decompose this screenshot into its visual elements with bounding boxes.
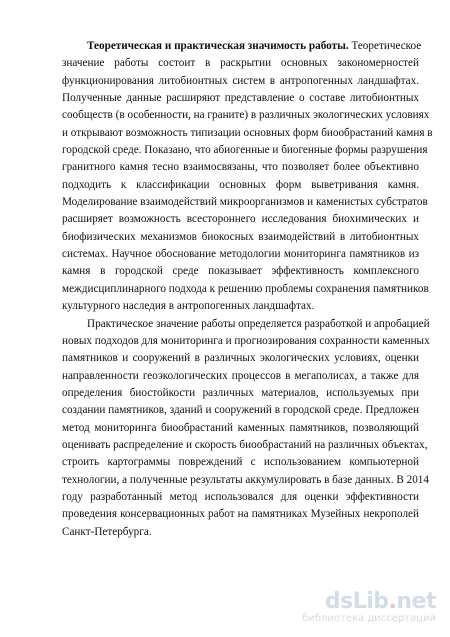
text-line: расширяет возможность всестороннего исследования биохимических и (62, 213, 419, 226)
text-line: технологии, а полученные результаты аккумулировать в базе данных. В 2014 (62, 473, 429, 486)
text-line: строить картограммы повреждений с использованием компьютерной (62, 456, 419, 469)
text-line: биофизических механизмов биокосных взаимодействий в литобионтных (62, 230, 419, 243)
text-line: гранитного камня тесно взаимосвязаны, что позволяет более объективно (62, 161, 419, 174)
text-line: создании памятников, зданий и сооружений в городской среде. Предложен (62, 404, 419, 417)
text-line: Полученные данные расширяют представление о составе литобионтных (62, 92, 419, 105)
text-line: Практическое значение работы определяется разработкой и апробацией (87, 317, 430, 330)
text-line: подходить к классификации основных форм выветривания камня. (62, 178, 419, 191)
text-line: функционирования литобионтных систем в антропогенных ландшафтах. (62, 74, 419, 87)
text-line: метод мониторинга биообрастаний каменных памятников, позволяющий (62, 421, 419, 434)
text-line: и открывают возможность типизации основных форм биообрастаний камня в (62, 126, 433, 139)
text-line: камня в городской среде показывает эффективность комплексного (62, 265, 419, 278)
dslib-watermark (298, 589, 438, 629)
text-line: памятников и сооружений в различных экологических условиях, оценки (62, 352, 419, 365)
text-line: оценивать распределение и скорость биообрастаний на различных объектах, (62, 438, 428, 451)
text-line: проведения консервационных работ на памятниках Музейных некрополей (62, 508, 419, 521)
dslib-logo: dsLib.net (324, 589, 436, 614)
paragraph-theoretical-significance (62, 38, 433, 316)
text-line: значение работы состоит в раскрытии основных закономерностей (62, 57, 419, 70)
text-line: году разработанный метод использовался для оценки эффективности (62, 490, 419, 503)
text-line: междисциплинарного подхода к решению проблемы сохранения памятников (62, 282, 429, 295)
text-line: сообществ (в особенности, на граните) в различных экологических условиях (62, 109, 430, 122)
text-line: новых подходов для мониторинга и прогнозирования сохранности каменных (62, 334, 430, 347)
text-line: Санкт-Петербурга. (62, 525, 152, 538)
text-line: городской среде. Показано, что абиогенные и биогенные формы разрушения (62, 144, 428, 157)
text-line: системах. Научное обоснование методологии мониторинга памятников из (62, 248, 419, 261)
text-line: Теоретическая и практическая значимость работы. Теоретическое (87, 40, 422, 52)
text-line: направленности геоэкологических процессов в мегаполисах, а также для (62, 369, 419, 382)
text-line: Моделирование взаимодействий микроорганизмов и каменистых субстратов (62, 196, 428, 209)
bold-heading: Теоретическая и практическая значимость работы. (87, 40, 349, 52)
watermark-subtitle: библиотека диссертаций (302, 613, 436, 624)
text-line: определения биостойкости различных материалов, используемых при (62, 386, 419, 399)
document-page (62, 38, 433, 541)
text-line: культурного наследия в антропогенных ландшафтах. (62, 300, 315, 313)
paragraph-practical-significance (62, 316, 430, 541)
